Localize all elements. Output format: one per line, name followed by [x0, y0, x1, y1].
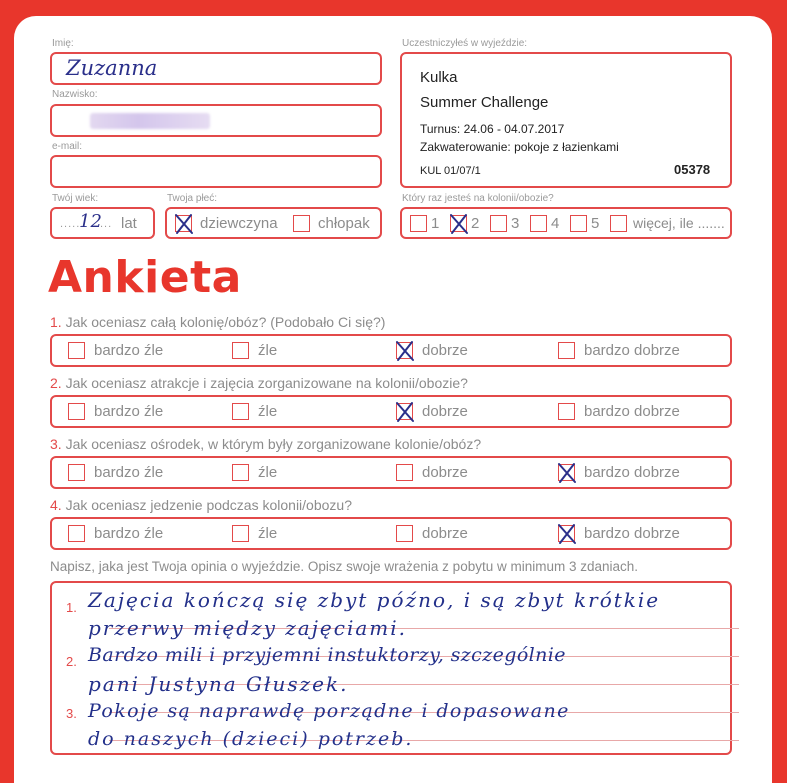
times-field	[400, 207, 732, 239]
question-text	[50, 497, 352, 513]
trip-participated-label: Uczestniczyłeś w wyjeździe:	[402, 38, 528, 49]
first-name-value: Zuzanna	[66, 56, 158, 80]
answer-checkbox[interactable]	[396, 403, 413, 420]
age-dots-right: ...	[100, 218, 113, 230]
opinion-number-3: 3.	[66, 706, 77, 721]
times-checkbox-5[interactable]	[570, 215, 587, 232]
turnus-value: 24.06 - 04.07.2017	[463, 122, 565, 136]
answer-checkbox[interactable]	[558, 525, 575, 542]
trip-name-line1: Kulka	[420, 69, 458, 86]
question-number: 1.	[50, 314, 62, 330]
times-option-2: 2	[471, 215, 480, 232]
accommodation-row	[420, 140, 619, 154]
answer-checkbox[interactable]	[232, 464, 249, 481]
answer-checkbox[interactable]	[396, 342, 413, 359]
question-number: 3.	[50, 436, 62, 452]
turnus-label: Turnus:	[420, 122, 461, 136]
answer-option-label: bardzo dobrze	[584, 464, 680, 481]
answer-checkbox[interactable]	[396, 464, 413, 481]
answer-row	[50, 395, 732, 428]
answer-option-label: dobrze	[422, 342, 468, 359]
times-option-1: 1	[431, 215, 440, 232]
trip-info-box	[400, 52, 732, 188]
answer-checkbox[interactable]	[68, 464, 85, 481]
answer-checkbox[interactable]	[558, 342, 575, 359]
check-mark-icon	[173, 212, 195, 236]
first-name-label: Imię:	[52, 38, 74, 49]
question-label: Jak oceniasz całą kolonię/obóz? (Podobało Ci się?)	[65, 314, 386, 330]
accommodation-value: pokoje z łazienkami	[514, 140, 619, 154]
answer-row	[50, 456, 732, 489]
times-option-4: 4	[551, 215, 560, 232]
answer-checkbox[interactable]	[396, 525, 413, 542]
answer-checkbox[interactable]	[68, 342, 85, 359]
opinion-handwriting-line: przerwy między zajęciami.	[88, 616, 408, 640]
question-number: 4.	[50, 497, 62, 513]
check-mark-icon	[448, 212, 470, 236]
last-name-label: Nazwisko:	[52, 89, 98, 100]
answer-option-label: bardzo źle	[94, 464, 164, 481]
gender-label: Twoja płeć:	[167, 193, 218, 204]
opinion-prompt: Napisz, jaka jest Twoja opinia o wyjeździe. Opisz swoje wrażenia z pobytu w minimum 3 zdaniach.	[50, 559, 639, 574]
answer-option-label: dobrze	[422, 464, 468, 481]
gender-option-girl: dziewczyna	[200, 215, 278, 232]
question-text	[50, 375, 468, 391]
trip-number: 05378	[674, 162, 711, 177]
answer-row	[50, 517, 732, 550]
answer-option-label: dobrze	[422, 525, 468, 542]
times-option-more: więcej, ile .......	[633, 215, 725, 231]
opinion-number-1: 1.	[66, 600, 77, 615]
answer-row	[50, 334, 732, 367]
times-checkbox-3[interactable]	[490, 215, 507, 232]
opinion-handwriting-line: pani Justyna Głuszek.	[88, 672, 349, 696]
answer-option-label: źle	[258, 342, 278, 359]
times-checkbox-more[interactable]	[610, 215, 627, 232]
question-text	[50, 314, 385, 330]
gender-checkbox-boy[interactable]	[293, 215, 310, 232]
trip-code: KUL 01/07/1	[420, 165, 481, 177]
accommodation-label: Zakwaterowanie:	[420, 140, 511, 154]
opinion-handwriting-line: Bardzo mili i przyjemni instuktorzy, szczególnie	[88, 644, 566, 666]
survey-title: Ankieta	[48, 252, 242, 303]
times-checkbox-1[interactable]	[410, 215, 427, 232]
question-text	[50, 436, 481, 452]
answer-option-label: bardzo dobrze	[584, 342, 680, 359]
answer-checkbox[interactable]	[232, 403, 249, 420]
turnus-row	[420, 122, 564, 136]
age-label: Twój wiek:	[52, 193, 99, 204]
age-field[interactable]	[50, 207, 155, 239]
check-mark-icon	[394, 400, 416, 424]
gender-checkbox-girl[interactable]	[175, 215, 192, 232]
email-label: e-mail:	[52, 141, 83, 152]
opinion-handwriting-line: do naszych (dzieci) potrzeb.	[88, 728, 414, 750]
opinion-number-2: 2.	[66, 654, 77, 669]
times-option-5: 5	[591, 215, 600, 232]
times-label: Który raz jesteś na kolonii/obozie?	[402, 193, 554, 204]
answer-option-label: bardzo źle	[94, 403, 164, 420]
trip-name-line2: Summer Challenge	[420, 94, 549, 111]
answer-option-label: bardzo źle	[94, 525, 164, 542]
gender-option-boy: chłopak	[318, 215, 370, 232]
last-name-field[interactable]	[50, 104, 382, 137]
age-value: 12	[79, 211, 102, 232]
answer-option-label: źle	[258, 403, 278, 420]
opinion-handwriting-line: Pokoje są naprawdę porządne i dopasowane	[88, 700, 570, 722]
age-unit: lat	[121, 215, 137, 232]
question-label: Jak oceniasz ośrodek, w którym były zorganizowane kolonie/obóz?	[65, 436, 482, 452]
times-checkbox-4[interactable]	[530, 215, 547, 232]
check-mark-icon	[556, 461, 578, 485]
check-mark-icon	[556, 522, 578, 546]
answer-option-label: dobrze	[422, 403, 468, 420]
answer-option-label: bardzo dobrze	[584, 525, 680, 542]
redacted-last-name	[90, 113, 210, 129]
answer-checkbox[interactable]	[558, 403, 575, 420]
answer-option-label: bardzo źle	[94, 342, 164, 359]
answer-option-label: bardzo dobrze	[584, 403, 680, 420]
times-option-3: 3	[511, 215, 520, 232]
question-number: 2.	[50, 375, 62, 391]
email-field[interactable]	[50, 155, 382, 188]
survey-card	[14, 16, 772, 783]
answer-checkbox[interactable]	[68, 525, 85, 542]
opinion-handwriting-line: Zajęcia kończą się zbyt późno, i są zbyt krótkie	[88, 588, 661, 612]
question-label: Jak oceniasz atrakcje i zajęcia zorganizowane na kolonii/obozie?	[65, 375, 468, 391]
first-name-field[interactable]	[50, 52, 382, 85]
answer-checkbox[interactable]	[558, 464, 575, 481]
gender-field	[165, 207, 382, 239]
answer-option-label: źle	[258, 464, 278, 481]
times-checkbox-2[interactable]	[450, 215, 467, 232]
answer-checkbox[interactable]	[232, 342, 249, 359]
answer-checkbox[interactable]	[232, 525, 249, 542]
answer-option-label: źle	[258, 525, 278, 542]
answer-checkbox[interactable]	[68, 403, 85, 420]
check-mark-icon	[394, 339, 416, 363]
question-label: Jak oceniasz jedzenie podczas kolonii/obozu?	[65, 497, 352, 513]
age-dots-left: ......	[60, 218, 85, 230]
